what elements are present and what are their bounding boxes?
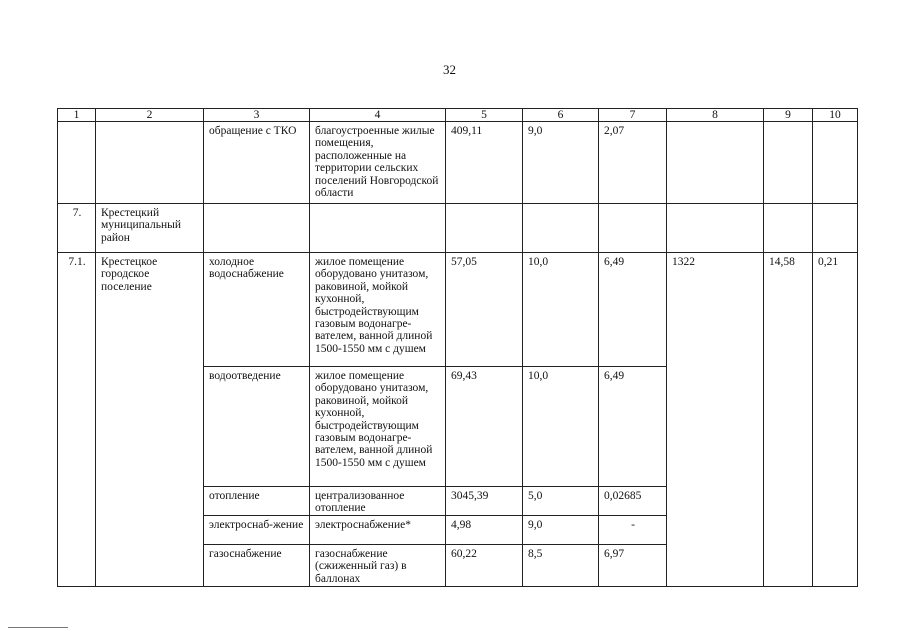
value-cell-col6: 8,5 [523, 545, 599, 587]
header-cell: 9 [764, 109, 813, 122]
row-number-cell: 7. [58, 204, 96, 253]
value-cell-col5: 57,05 [446, 253, 523, 367]
value-cell-col6 [523, 204, 599, 253]
service-cell [204, 204, 310, 253]
header-cell: 7 [599, 109, 667, 122]
header-cell: 1 [58, 109, 96, 122]
settlement-name-cell: Крестецкое городское поселение [96, 253, 204, 587]
value-cell-col5 [446, 204, 523, 253]
value-cell-col8 [667, 122, 764, 204]
value-cell-col6: 10,0 [523, 253, 599, 367]
header-cell: 2 [96, 109, 204, 122]
table-row-tko [58, 122, 858, 204]
value-cell-col7: 2,07 [599, 122, 667, 204]
row-number-cell [58, 122, 96, 204]
service-cell: газоснабжение [204, 545, 310, 587]
header-cell: 8 [667, 109, 764, 122]
value-cell-col9 [764, 204, 813, 253]
service-cell: обращение с ТКО [204, 122, 310, 204]
table-header-row [58, 109, 858, 122]
value-cell-col5: 3045,39 [446, 487, 523, 516]
district-name-cell: Крестецкий муниципальный район [96, 204, 204, 253]
page-number: 32 [443, 62, 456, 77]
description-cell: жилое помещение оборудовано унитазом, раковиной, мойкой кухонной, быстродействующим газовым водонагре-вателем, ванной длиной 1500-1550 мм с душем [310, 367, 446, 487]
description-cell: жилое помещение оборудовано унитазом, раковиной, мойкой кухонной, быстродействующим газовым водонагре-вателем, ванной длиной 1500-1550 мм с душем [310, 253, 446, 367]
value-cell-col7: 0,02685 [599, 487, 667, 516]
value-cell-col7: 6,49 [599, 367, 667, 487]
description-cell: централизованное отопление [310, 487, 446, 516]
service-cell: отопление [204, 487, 310, 516]
table-row-cold-water [58, 253, 858, 367]
row-number-cell: 7.1. [58, 253, 96, 587]
header-cell: 6 [523, 109, 599, 122]
value-cell-col5: 4,98 [446, 516, 523, 545]
description-cell: благоустроенные жилые помещения, расположенные на территории сельских поселений Новгородской области [310, 122, 446, 204]
service-cell: электроснаб-жение [204, 516, 310, 545]
value-cell-col7: 6,49 [599, 253, 667, 367]
description-cell: электроснабжение* [310, 516, 446, 545]
value-cell-col10: 0,21 [813, 253, 858, 587]
value-cell-col6: 9,0 [523, 516, 599, 545]
value-cell-col10 [813, 122, 858, 204]
value-cell-col10 [813, 204, 858, 253]
header-cell: 5 [446, 109, 523, 122]
description-cell: газоснабжение (сжиженный газ) в баллонах [310, 545, 446, 587]
value-cell-col6: 9,0 [523, 122, 599, 204]
table-row-district [58, 204, 858, 253]
value-cell-col7: - [599, 516, 667, 545]
value-cell-col8 [667, 204, 764, 253]
value-cell-col5: 60,22 [446, 545, 523, 587]
value-cell-col5: 409,11 [446, 122, 523, 204]
value-cell-col6: 10,0 [523, 367, 599, 487]
header-cell: 4 [310, 109, 446, 122]
service-cell: холодное водоснабжение [204, 253, 310, 367]
value-cell-col6: 5,0 [523, 487, 599, 516]
header-cell: 10 [813, 109, 858, 122]
tariff-table [57, 108, 858, 587]
header-cell: 3 [204, 109, 310, 122]
settlement-cell [96, 122, 204, 204]
service-cell: водоотведение [204, 367, 310, 487]
value-cell-col5: 69,43 [446, 367, 523, 487]
value-cell-col8: 1322 [667, 253, 764, 587]
value-cell-col9 [764, 122, 813, 204]
description-cell [310, 204, 446, 253]
value-cell-col7 [599, 204, 667, 253]
value-cell-col7: 6,97 [599, 545, 667, 587]
scan-artifact-line [8, 627, 68, 628]
value-cell-col9: 14,58 [764, 253, 813, 587]
